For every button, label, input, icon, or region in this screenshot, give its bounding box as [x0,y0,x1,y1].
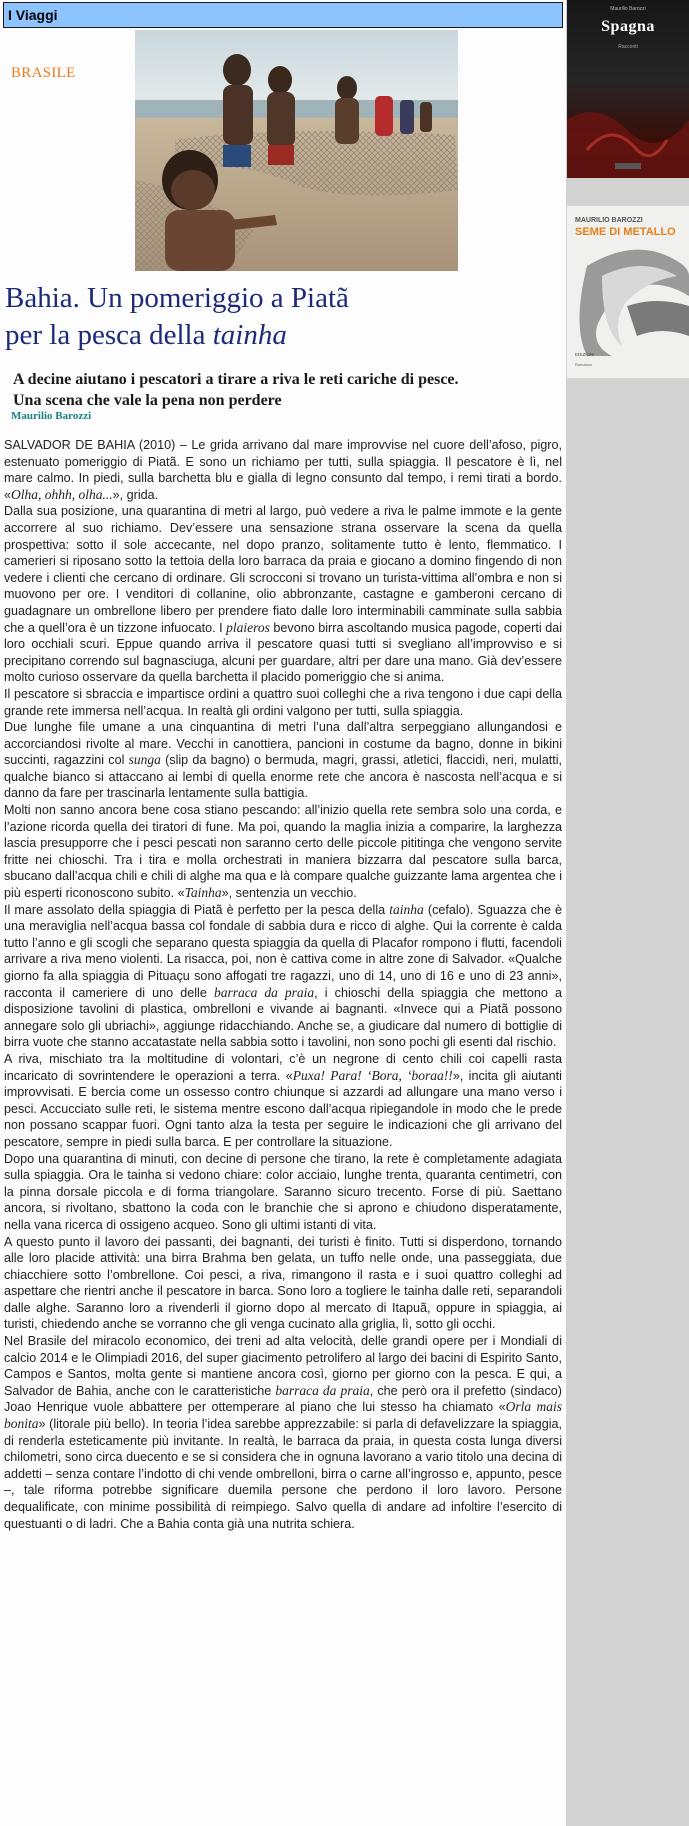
fishermen-photo-image [135,30,458,271]
book-cover-seme-di-metallo[interactable] [567,206,689,378]
body-text-run: SALVADOR DE BAHIA (2010) – Le grida arrivano dal mare improvvise nel cuore dell’afoso, pigro, estenuato pomeriggio di Piatã. E sono un richiamo per tutti, sulla spiaggia. Il pescatore è lì, nel mare calmo. In piedi, sulla barchetta blu e gialla di legno consunto dal tempo, i remi tirati a bordo. « [4,438,562,502]
body-text-run: A questo punto il lavoro dei passanti, dei bagnanti, dei turisti è finito. Tutti si disperdono, tornando alle loro placide attività: una birra Brahma ben gelata, un tuffo nelle onde, una passeggiata, due chiacchiere sotto l’ombrellone. Coi pesci, a riva, rimangono il rasta e i suoi quattro colleghi ad aspettare che rientri anche il pescatore in barca. Sono loro a togliere le tainha dalle reti, separandoli dalle alghe. Saranno loro a rivenderli il giorno dopo al mercato di Itapuã, oppure in spiaggia, ai turisti, chiedendo anche se vorranno che gli venga cucinato alla griglia, lì, sotto gli occhi. [4,1234,562,1332]
section-header-bar [3,2,563,28]
body-italic-run: barraca da praia [213,984,315,1000]
book1-cover-art [567,0,689,178]
body-text-run: bevono birra ascoltando musica pagode, coperti dai loro occhiali scuri. Eppue quando arriva il pescatore quasi tutti si svegliano all’improvviso e si precipitano correndo sul bagnasciuga, alcuni per guardare, altri per dare una mano. Già dev’essere molto curioso osservare da quella barchetta il placido pomeriggio che si anima. [4,620,562,685]
body-italic-run: Puxa! Para! ‘Bora, ‘boraa!! [292,1067,453,1083]
body-text-run: Nel Brasile del miracolo economico, dei treni ad alta velocità, delle grandi opere per i Mondiali di calcio 2014 e le Olimpiadi 2016, del super giacimento petrolifero al largo dei bacini di Espirito Santo, Campos e Santos, molta gente si mantiene ancora così, giorno per giorno con la pesca. E qui, a Salvador de Bahia, anche con le caratteristiche [4,1334,562,1398]
body-text-run: , che però ora il prefetto (sindaco) Joao Henrique vuole abbattere per ottemperare al piano che lui stesso ha chiamato « [4,1383,562,1415]
body-text-run: Molti non sanno ancora bene cosa stiano pescando: all’inizio quella rete sembra solo una corda, e l’azione ricorda quella dei tiratori di fune. Ma poi, quando la maglia inizia a comparire, la larghezza lascia presupporre che i pesci pescati non saranno certo delle piccole pititinga che vengono servite fritte nei chioschi. Tra i tira e molla orchestrati in maniera bizzarra dal pescatore sulla barca, sbucano dall’acqua chili e chili di alghe ma qua e là compare qualche guizzante lama argentea che i più esperti riconoscono subito. « [4,803,562,901]
subhead-line-1: A decine aiutano i pescatori a tirare a riva le reti cariche di pesce. [13,371,459,388]
body-text-run: Dopo una quarantina di minuti, con decine di persone che tirano, la rete è completamente adagiata sulla spiaggia. Ora le tainha si vedono chiare: color acciaio, lunghe trenta, quaranta centimetri, con la pinna dorsale piccola e di forma triangolare. Saranno sicuro trecento. Forse di più. Saettano ancora, si rivoltano, sbattono la coda con le branchie che si aprono e chiudono disperatamente, nella vana ricerca di ossigeno acqueo. Sono gli ultimi istanti di vita. [4,1151,562,1232]
body-text-run: (cefalo). Sguazza che è una meraviglia nell’acqua bassa col fondale di sabbia dura e ricco di alghe. Qui la corrente è calda tutto l’anno e gli scogli che separano questa spiaggia da quella di Placafor rompono i flutti, facendoli arrivare a riva meno violenti. La risacca, poi, non è cattiva come in altre zone di Salvador. «Qualche giorno fa alla spiaggia di Pituaçu sono affogati tre ragazzi, uno di 14, uno di 16 e uno di 23 anni», racconta il cameriere di uno delle [4,902,563,1000]
body-paragraph [4,1051,562,1151]
body-paragraph [4,1151,562,1234]
book1-subtitle: Racconti [618,44,638,50]
body-italic-run: sunga [128,752,161,768]
book1-title: Spagna [601,18,655,35]
body-paragraph [4,1234,562,1334]
body-text-run: A riva, mischiato tra la moltitudine di volontari, c’è un negrone di cento chili coi capelli rasta incaricato di sovrintendere le operazioni a terra. « [4,1051,562,1083]
body-paragraph [4,503,562,686]
sidebar-books [566,0,689,1826]
body-paragraph [4,719,562,802]
body-text-run: », incita gli aiutanti improvvisati. E bercia come un ossesso contro chiunque si azzardi ad allungare una mano verso i pesci. Accucciato sulle reti, le sistema mentre escono dall’acqua ripiegandole in modo che le prede non possano scappar fuori. Ogni tanto alza la testa per seguire le indicazioni che gli arrivano del pescatore, sempre in piedi sulla barca. E per controllare la situazione. [4,1068,562,1149]
body-paragraph [4,902,562,1051]
book2-author: MAURILIO BAROZZI [575,217,643,224]
body-text-run: , i chioschi della spiaggia che mettono a disposizione tavolini di plastica, ombrelloni e vivande ai bagnanti. «Invece qui a Piatã possono annegare solo gli ubriachi», aggiunge ridacchiando. Anche se, a giudicare dal numero di bottiglie di birra vuote che stanno accatastate nella sabbia sotto i tavolini, non sono pochi gli esenti dal rischio. [4,985,563,1050]
body-text-run: Il pescatore si sbraccia e impartisce ordini a quattro suoi colleghi che a riva tengono i due capi della grande rete immersa nell’acqua. In realtà gli ordini valgono per tutti, sulla spiaggia. [4,686,562,718]
book-cover-spagna[interactable] [567,0,689,178]
article-body [4,437,562,1532]
body-paragraph [4,437,562,503]
body-text-run: Due lunghe file umane a una cinquantina di metri l’una dall’altra serpeggiano allungandosi e accorciandosi rivolte al mare. Vecchi in canottiera, pancioni in costume da bagno, donne in bikini succinti, ragazzini col [4,720,562,768]
book1-author: Maurilio Barozzi [610,6,646,12]
body-text-run: Il mare assolato della spiaggia di Piatã è perfetto per la pesca della [4,902,390,917]
article-author: Maurilio Barozzi [11,410,92,422]
headline-line-1: Bahia. Un pomeriggio a Piatã [5,282,349,314]
body-text-run: Dalla sua posizione, una quarantina di metri al largo, può vedere a riva le palme immote e la gente accorrere al suo richiamo. Dev’essere una sensazione strana osservare la scena da quella prospettiva: sotto il sole accecante, nel dopo pranzo, solitamente tutto è lento, flemmatico. I camerieri si riposano sotto la tettoia della loro barraca da praia e giocano a domino fingendo di non vedere i clienti che cercano di ordinare. Gli scrocconi si trovano un turista-vittima all’ombra e non si muovono per ore. I venditori di collanine, olio abbronzante, castagne e gamberoni cercano di guadagnare un ombrellone libero per prendere fiato dalle loro interminabili camminate sulla sabbia che a quell’ora è un tizzone infuocato. I [4,504,562,635]
headline-line-2: per la pesca della [5,319,213,351]
body-italic-run: plaieros [226,619,270,635]
article-subheadline [13,369,558,411]
article-headline [5,280,560,354]
body-paragraph [4,686,562,719]
subhead-line-2: Una scena che vale la pena non perdere [13,392,282,409]
body-text-run: » (litorale più bello). In teoria l’idea sarebbe apprezzabile: si parla di defavelizzare la spiaggia, di renderla esteticamente più invitante. In realtà, le barraca da praia, in questa costa lunga diversi chilometri, sono circa duecento e se si considera che in ognuna lavorano a vario titolo una decina di addetti – senza contare l’indotto di chi vende ombrelloni, birra o carne all’ingrosso e, appunto, pesce –, tale riforma potrebbe significare duemila persone che perdono il loro lavoro. Persone dequalificate, con minime possibilità di reimpiego. Salvo quella di andare ad infoltire l’esercito di questuanti o di ladri. Che a Bahia conta già una nutrita schiera. [4,1417,562,1531]
body-paragraph [4,802,562,902]
body-italic-run: Tainha [184,885,222,901]
book2-subtitle: Romanzo [575,362,593,367]
section-header-title: I Viaggi [8,7,58,23]
body-text-run: (slip da bagno) o bermuda, magri, grassi, atletici, flaccidi, neri, mulatti, qualche bianco si attaccano ai lembi di quella enorme rete che ancora è nascosta nell’acqua e si danno da fare per trascinarla lentamente sulla battigia. [4,753,562,801]
body-italic-run: tainha [389,901,424,917]
body-italic-run: barraca da praia [275,1382,370,1398]
country-label: BRASILE [11,65,76,81]
article-photo [135,30,458,271]
book2-title: SEME DI METALLO [575,226,676,238]
headline-italic-word: tainha [212,319,287,351]
body-text-run: », grida. [112,487,159,502]
body-italic-run: Olha, ohhh, olha... [11,486,113,502]
body-italic-run: Orla mais bonita [4,1399,562,1432]
body-paragraph [4,1333,562,1532]
book2-publisher: EDIZIONI [575,352,595,357]
body-text-run: », sentenzia un vecchio. [221,886,357,901]
